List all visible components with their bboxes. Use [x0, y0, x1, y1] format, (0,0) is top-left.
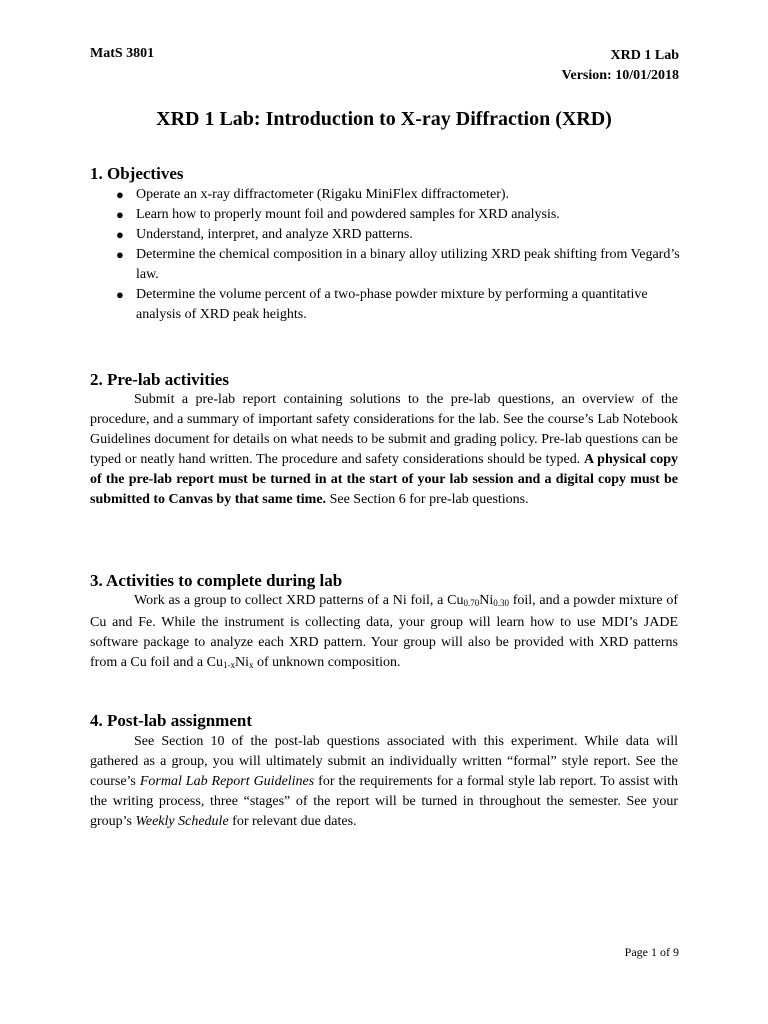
during-lab-text: foil, and a powder mixture of Cu and Fe. While the instrument is collecting data, your group will learn how to use MDI’s JADE software package to analyze each XRD pattern. Your group will also be provided with XRD patterns from a Cu foil and a Cu	[90, 593, 678, 670]
header-right	[562, 46, 679, 86]
bullet-icon: ●	[116, 207, 124, 222]
objective-text: Determine the volume percent of a two-phase powder mixture by performing a quantitative analysis of XRD peak heights.	[136, 287, 648, 322]
post-lab-text: for the requirements for a formal style lab report. To assist with the writing process, three “stages” of the report will be turned in throughout the semester. See your group’s	[90, 774, 678, 829]
prelab-heading: 2. Pre-lab activities	[90, 370, 229, 389]
page-number: Page 1 of 9	[624, 945, 679, 959]
objective-text: Determine the chemical composition in a binary alloy utilizing XRD peak shifting from Vegard’s law.	[136, 247, 680, 282]
during-lab-text: Work as a group to collect XRD patterns of a Ni foil, a Cu	[134, 593, 464, 608]
post-lab-text: See Section 10 of the post-lab questions associated with this experiment. While data will gathered as a group, you will ultimately submit an individually written “formal” style report. See the course’s	[90, 734, 678, 789]
post-lab-heading: 4. Post-lab assignment	[90, 711, 252, 730]
objective-text: Understand, interpret, and analyze XRD patterns.	[136, 227, 413, 242]
list-item	[90, 225, 680, 245]
post-lab-italic: Weekly Schedule	[135, 814, 229, 829]
subscript: 0.70	[463, 598, 480, 608]
subscript: 0.30	[493, 598, 509, 608]
subscript: 1-x	[222, 660, 235, 670]
version-label: Version: 10/01/2018	[561, 68, 679, 83]
bullet-icon: ●	[116, 187, 124, 202]
list-item	[90, 185, 680, 205]
objectives-heading: 1. Objectives	[90, 164, 184, 183]
objective-text: Learn how to properly mount foil and powdered samples for XRD analysis.	[136, 207, 560, 222]
during-lab-text: Ni	[234, 655, 249, 670]
during-lab-text: of unknown composition.	[253, 655, 401, 670]
subscript: x	[248, 660, 254, 670]
bullet-icon: ●	[116, 287, 124, 302]
during-lab-paragraph	[90, 591, 678, 675]
document-title: XRD 1 Lab: Introduction to X-ray Diffraction (XRD)	[156, 108, 612, 130]
objectives-list	[90, 185, 680, 325]
list-item	[90, 245, 680, 285]
prelab-bold-text: A physical copy of the pre-lab report must be turned in at the start of your lab session and a digital copy must be submitted to Canvas by that same time.	[90, 452, 678, 507]
lab-name: XRD 1 Lab	[610, 48, 679, 63]
prelab-text-end: See Section 6 for pre-lab questions.	[326, 492, 529, 507]
course-code: MatS 3801	[90, 46, 155, 61]
during-lab-heading: 3. Activities to complete during lab	[90, 571, 343, 590]
post-lab-italic: Formal Lab Report Guidelines	[139, 774, 315, 789]
post-lab-text: for relevant due dates.	[228, 814, 357, 829]
during-lab-text: Ni	[479, 593, 494, 608]
bullet-icon: ●	[116, 247, 124, 262]
post-lab-paragraph	[90, 732, 678, 832]
bullet-icon: ●	[116, 227, 124, 242]
list-item	[90, 205, 680, 225]
prelab-paragraph	[90, 390, 678, 510]
list-item	[90, 285, 680, 325]
prelab-text: Submit a pre-lab report containing solutions to the pre-lab questions, an overview of the procedure, and a summary of important safety considerations for the lab. See the course’s Lab Notebook Guidelines document for details on what needs to be submit and grading policy. Pre-lab questions can be typed or neatly hand written. The procedure and safety considerations should be typed.	[90, 392, 678, 467]
objective-text: Operate an x-ray diffractometer (Rigaku MiniFlex diffractometer).	[136, 187, 510, 202]
